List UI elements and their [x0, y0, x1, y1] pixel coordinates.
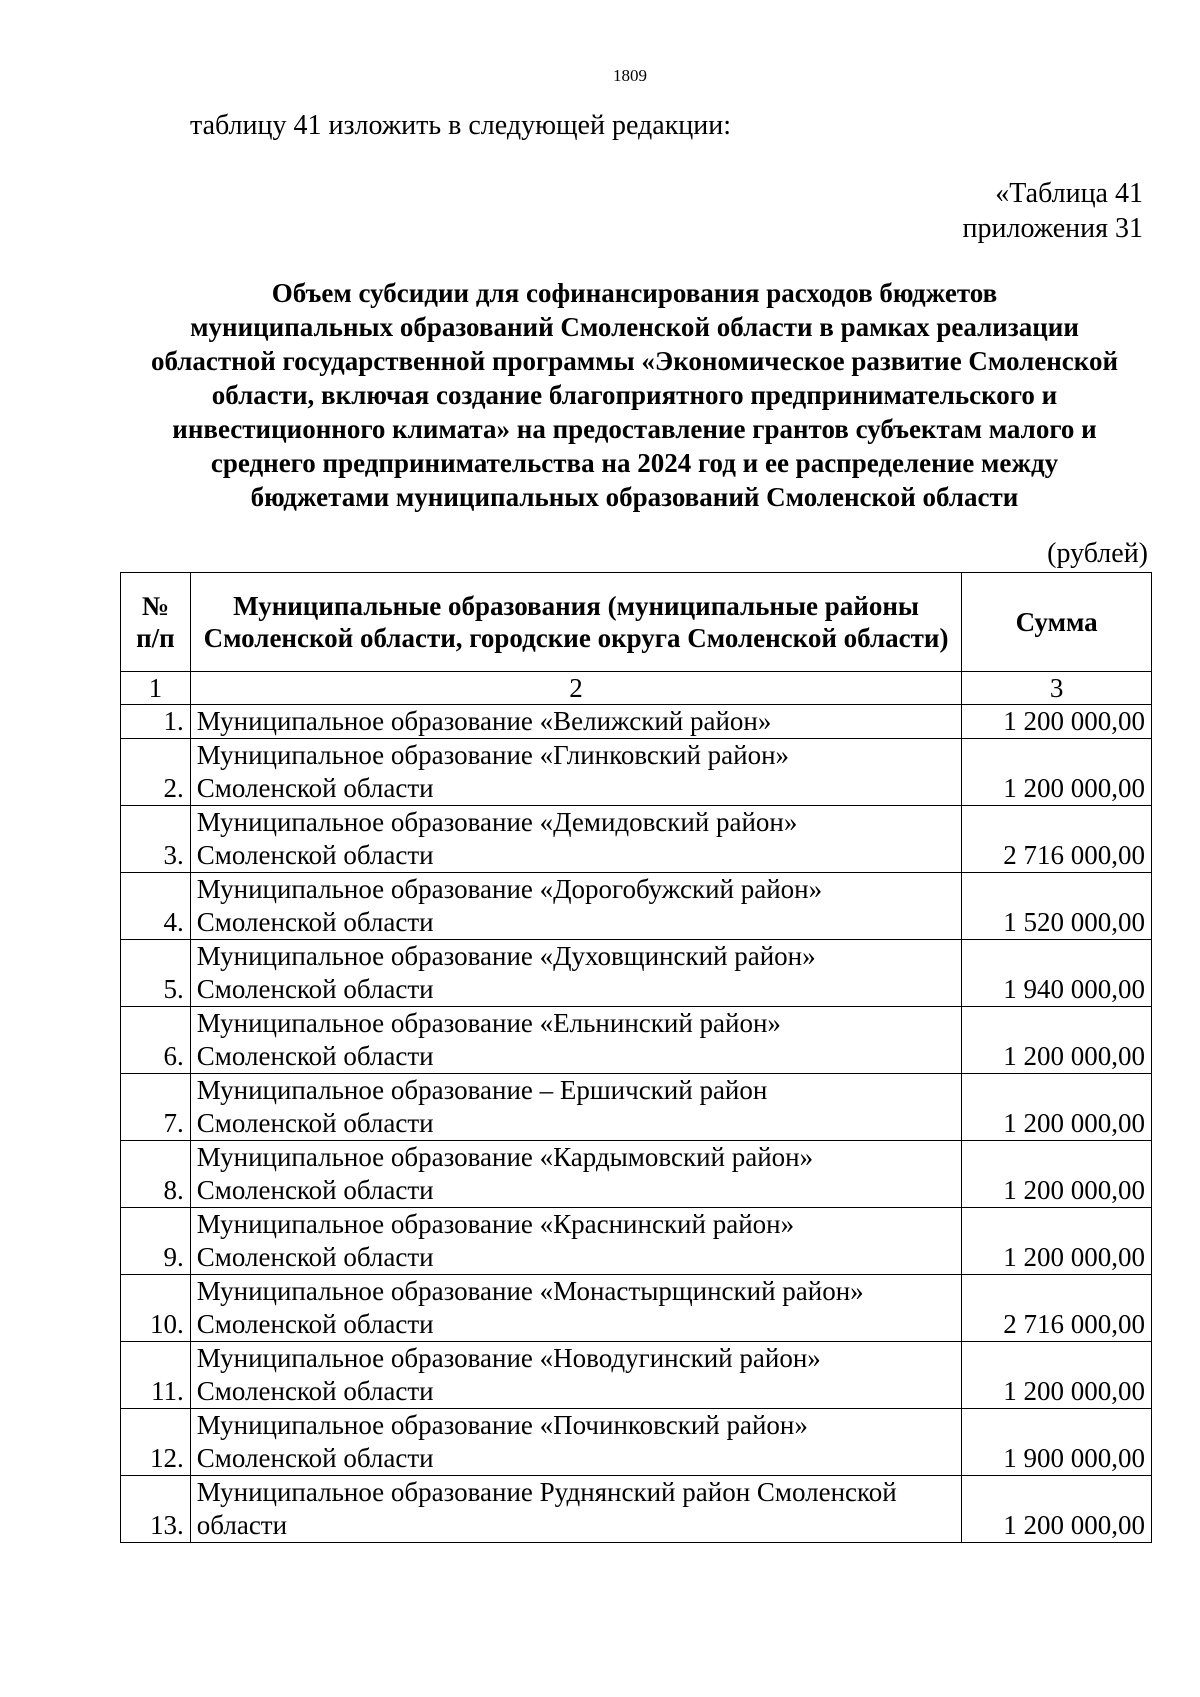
municipality-line: Муниципальное образование «Краснинский район»: [196, 1209, 795, 1239]
municipality-line: Муниципальное образование «Духовщинский район»: [196, 941, 816, 971]
table-row: [121, 1141, 1152, 1208]
municipality-line: Муниципальное образование «Кардымовский район»: [196, 1142, 814, 1172]
column-index-row: [121, 672, 1152, 705]
municipality-line: Муниципальное образование «Велижский район»: [196, 706, 772, 736]
title-line: среднего предпринимательства на 2024 год и ее распределение между: [210, 448, 1059, 478]
header-sum: Сумма: [962, 573, 1152, 672]
table-row: [121, 1476, 1152, 1543]
municipality-line: Смоленской области: [196, 1376, 434, 1406]
municipality-line: Смоленской области: [196, 773, 434, 803]
row-number: 8.: [121, 1141, 191, 1208]
municipality-line: Смоленской области: [196, 1108, 434, 1138]
table-row: [121, 739, 1152, 806]
row-sum: 1 200 000,00: [962, 1141, 1152, 1208]
row-municipality: [190, 739, 961, 806]
row-sum: 2 716 000,00: [962, 806, 1152, 873]
table-row: [121, 940, 1152, 1007]
row-sum: 1 200 000,00: [962, 1342, 1152, 1409]
document-title: [122, 276, 1147, 514]
table-row: [121, 806, 1152, 873]
title-line: муниципальных образований Смоленской области в рамках реализации: [190, 312, 1079, 342]
row-number: 6.: [121, 1007, 191, 1074]
header-number-line-2: п/п: [136, 623, 175, 653]
table-caption-line-1: «Таблица 41: [995, 178, 1143, 209]
municipality-line: Смоленской области: [196, 1309, 434, 1339]
row-sum: 1 940 000,00: [962, 940, 1152, 1007]
table-row: [121, 1409, 1152, 1476]
row-municipality: [190, 940, 961, 1007]
column-index: 2: [190, 672, 961, 705]
municipality-line: Смоленской области: [196, 1242, 434, 1272]
table-caption-line-2: приложения 31: [962, 213, 1143, 244]
row-municipality: [190, 1141, 961, 1208]
table-row: [121, 705, 1152, 739]
municipality-line: Муниципальное образование «Новодугинский район»: [196, 1343, 821, 1373]
header-municipality: Муниципальные образования (муниципальные районы Смоленской области, городские округа Смоленской области): [190, 573, 961, 672]
column-index: 1: [121, 672, 191, 705]
page-number: 1809: [613, 66, 647, 85]
row-municipality: [190, 1476, 961, 1543]
municipality-line: Муниципальное образование «Дорогобужский район»: [196, 874, 823, 904]
municipality-line: Муниципальное образование «Глинковский район»: [196, 740, 790, 770]
row-number: 3.: [121, 806, 191, 873]
table-row: [121, 1007, 1152, 1074]
row-number: 2.: [121, 739, 191, 806]
title-line: области, включая создание благоприятного предпринимательского и: [211, 380, 1058, 410]
municipality-line: Смоленской области: [196, 1443, 434, 1473]
row-municipality: [190, 873, 961, 940]
row-municipality: [190, 1342, 961, 1409]
row-number: 10.: [121, 1275, 191, 1342]
title-line: областной государственной программы «Экономическое развитие Смоленской: [150, 346, 1119, 376]
table-row: [121, 873, 1152, 940]
intro-text: таблицу 41 изложить в следующей редакции:: [190, 110, 732, 141]
row-sum: 1 900 000,00: [962, 1409, 1152, 1476]
row-sum: 1 200 000,00: [962, 1208, 1152, 1275]
row-number: 11.: [121, 1342, 191, 1409]
table-row: [121, 1275, 1152, 1342]
municipality-line: Муниципальное образование «Демидовский район»: [196, 807, 798, 837]
municipality-line: Смоленской области: [196, 974, 434, 1004]
municipality-line: Смоленской области: [196, 840, 434, 870]
row-municipality: [190, 1007, 961, 1074]
title-line: бюджетами муниципальных образований Смоленской области: [250, 482, 1019, 512]
row-municipality: [190, 1074, 961, 1141]
row-municipality: [190, 705, 961, 739]
municipality-line: Смоленской области: [196, 1175, 434, 1205]
municipality-line: Муниципальное образование Руднянский район Смоленской: [196, 1477, 897, 1507]
row-sum: 1 200 000,00: [962, 1074, 1152, 1141]
row-municipality: [190, 806, 961, 873]
title-line: инвестиционного климата» на предоставление грантов субъектам малого и: [172, 414, 1097, 444]
table-header-row: [121, 573, 1152, 672]
header-number: [121, 573, 191, 672]
row-sum: 2 716 000,00: [962, 1275, 1152, 1342]
table-row: [121, 1074, 1152, 1141]
units-label: (рублей): [1047, 538, 1148, 569]
row-sum: 1 520 000,00: [962, 873, 1152, 940]
table-row: [121, 1208, 1152, 1275]
municipality-line: области: [196, 1510, 288, 1540]
row-sum: 1 200 000,00: [962, 1007, 1152, 1074]
row-number: 12.: [121, 1409, 191, 1476]
subsidy-table: [120, 572, 1152, 1543]
row-sum: 1 200 000,00: [962, 1476, 1152, 1543]
table-caption: [963, 176, 1144, 246]
row-sum: 1 200 000,00: [962, 739, 1152, 806]
municipality-line: Муниципальное образование «Монастырщинский район»: [196, 1276, 864, 1306]
row-number: 5.: [121, 940, 191, 1007]
row-number: 13.: [121, 1476, 191, 1543]
row-number: 1.: [121, 705, 191, 739]
column-index: 3: [962, 672, 1152, 705]
header-number-line-1: №: [141, 591, 169, 621]
row-number: 7.: [121, 1074, 191, 1141]
municipality-line: Муниципальное образование «Починковский район»: [196, 1410, 808, 1440]
row-municipality: [190, 1275, 961, 1342]
row-number: 9.: [121, 1208, 191, 1275]
row-sum: 1 200 000,00: [962, 705, 1152, 739]
row-number: 4.: [121, 873, 191, 940]
municipality-line: Муниципальное образование – Ершичский район: [196, 1075, 768, 1105]
municipality-line: Смоленской области: [196, 1041, 434, 1071]
municipality-line: Муниципальное образование «Ельнинский район»: [196, 1008, 781, 1038]
municipality-line: Смоленской области: [196, 907, 434, 937]
row-municipality: [190, 1208, 961, 1275]
title-line: Объем субсидии для софинансирования расходов бюджетов: [271, 278, 998, 308]
row-municipality: [190, 1409, 961, 1476]
table-row: [121, 1342, 1152, 1409]
